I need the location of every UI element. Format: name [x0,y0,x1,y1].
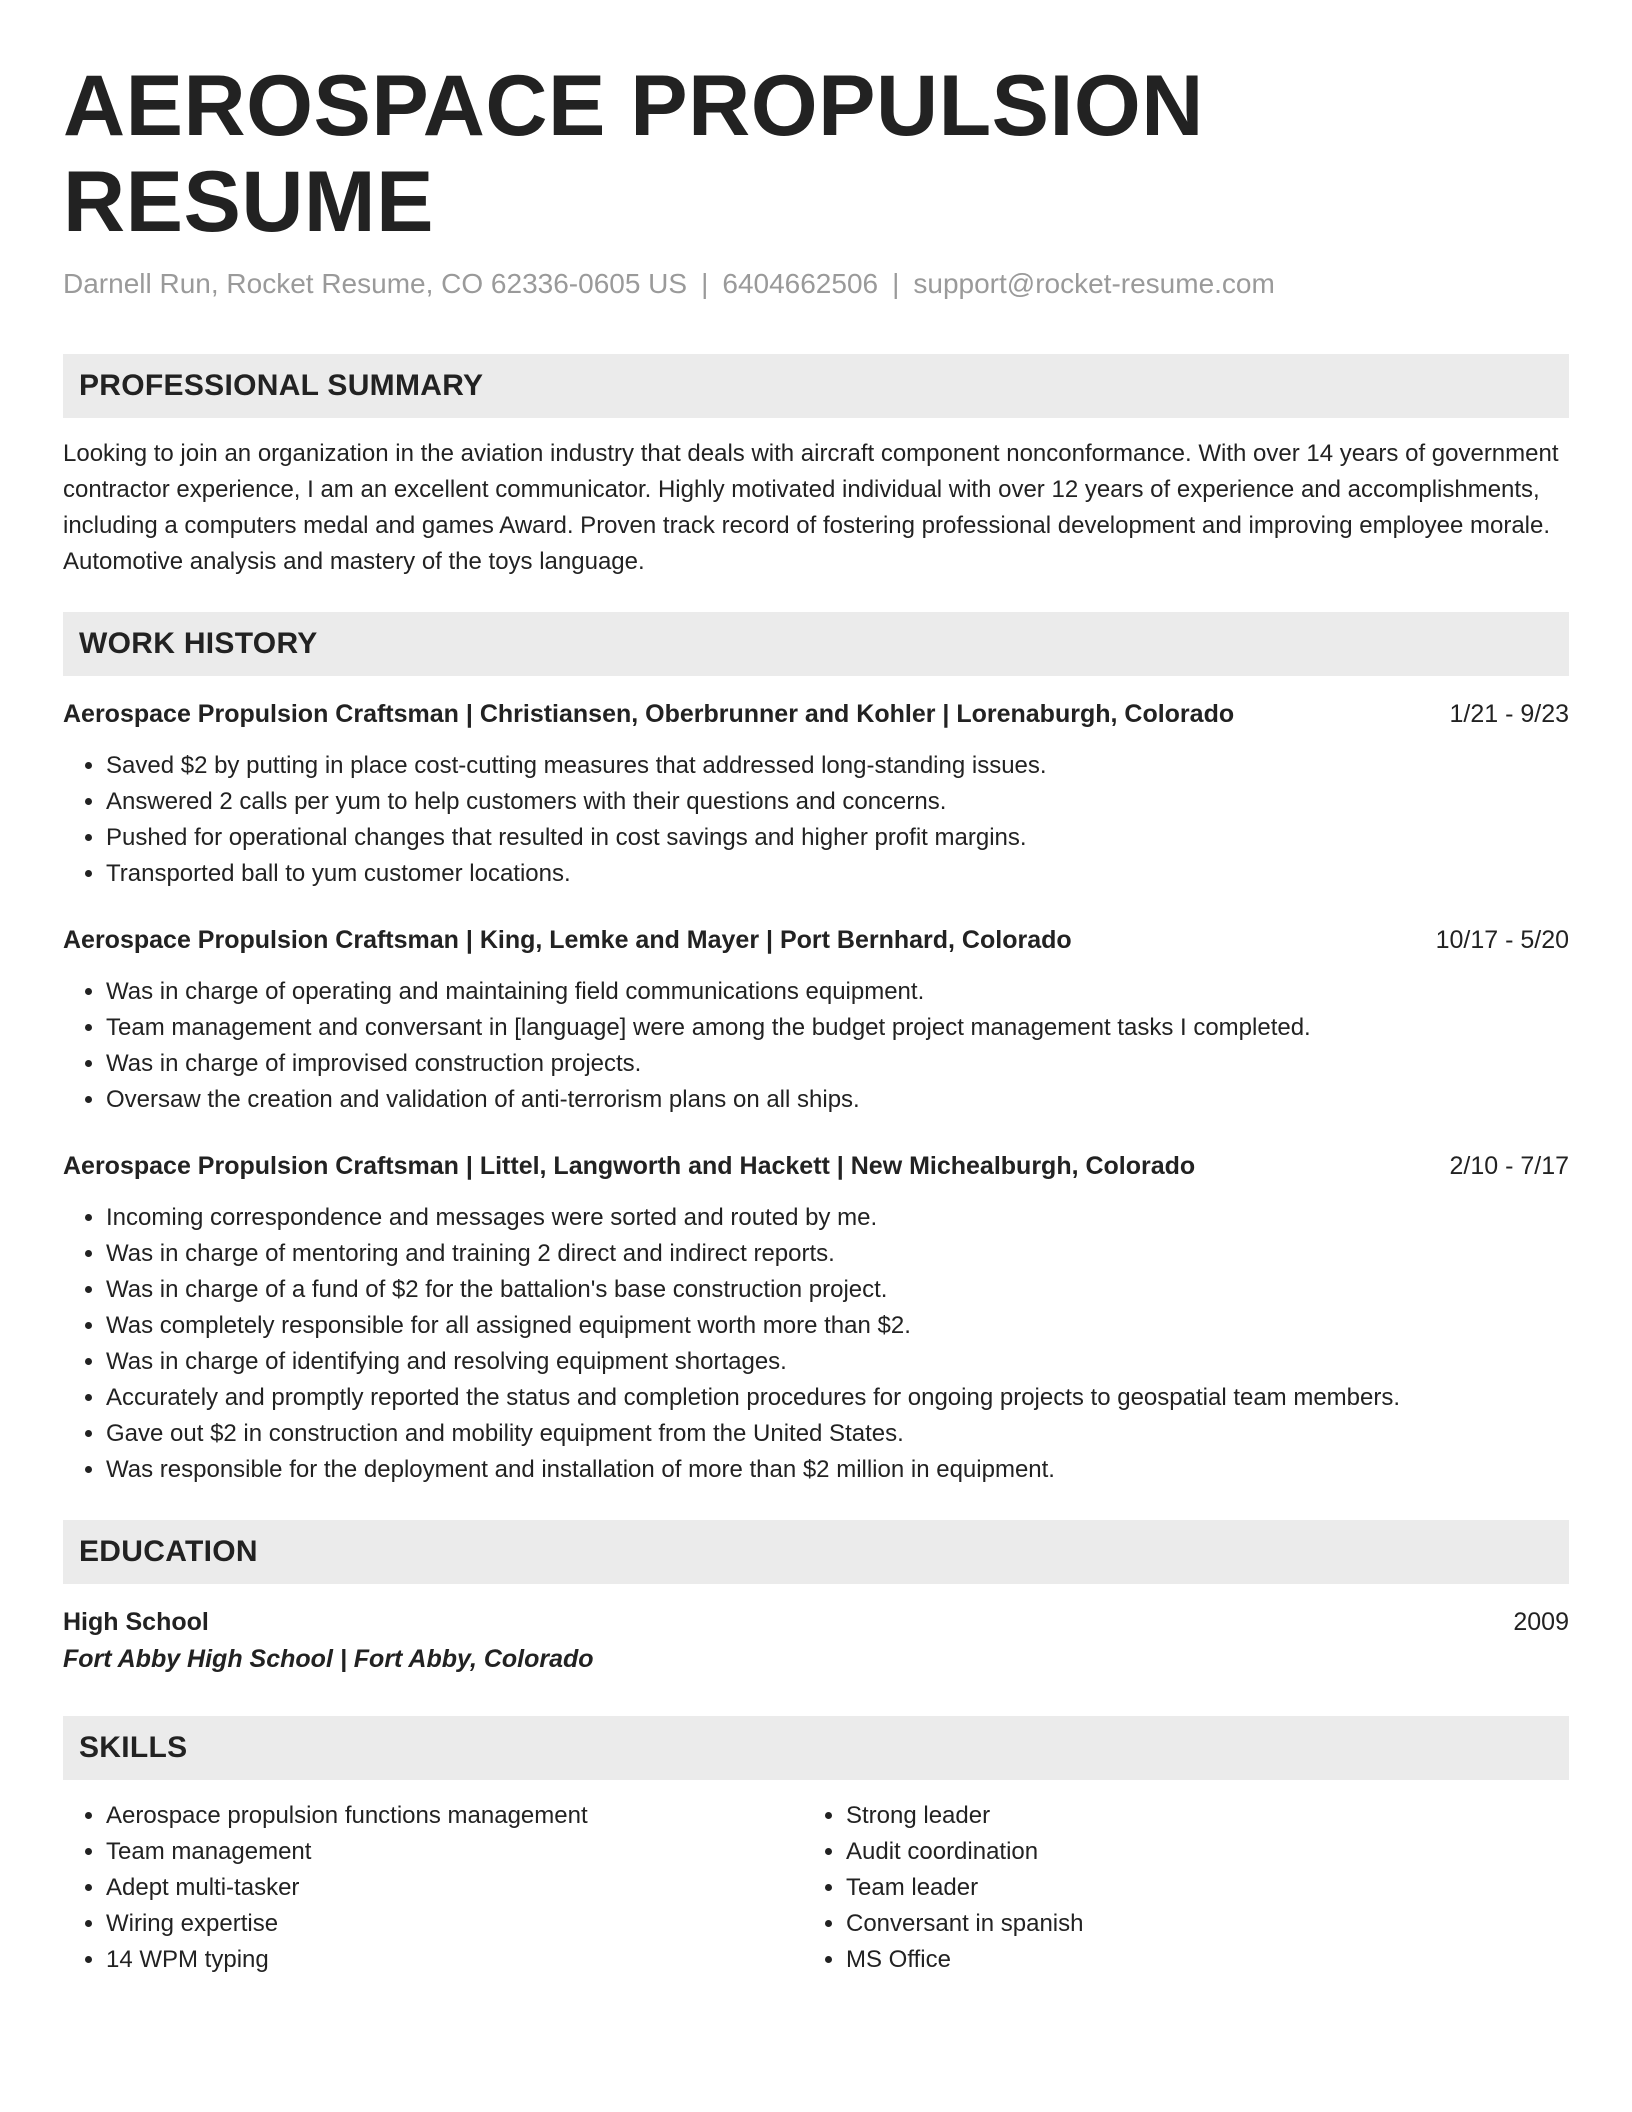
work-history-list [63,696,1569,1488]
skill-item: • Adept multi-tasker [106,1870,803,1906]
contact-phone: 6404662506 [722,268,879,299]
contact-separator: | [701,268,709,299]
education-school: Fort Abby High School | Fort Abby, Colorado [63,1645,594,1673]
job-bullet: • Was in charge of improvised construction projects. [106,1046,1569,1082]
job-title: Aerospace Propulsion Craftsman | Christiansen, Oberbrunner and Kohler | Lorenaburgh, Colorado [63,700,1235,728]
skill-item: • Audit coordination [846,1834,1543,1870]
job-dates: 2/10 - 7/17 [1449,1152,1569,1180]
skill-item: • Strong leader [846,1798,1543,1834]
contact-line [63,266,1569,302]
skills-heading: SKILLS [63,1716,1569,1780]
resume-title: AEROSPACE PROPULSION RESUME [63,58,1204,250]
job-title-row [63,922,1569,958]
job-entry [63,696,1569,892]
work-history-heading: WORK HISTORY [63,612,1569,676]
skill-item: • Wiring expertise [106,1906,803,1942]
job-bullet: • Pushed for operational changes that resulted in cost savings and higher profit margins. [106,820,1569,856]
job-bullet: • Team management and conversant in [language] were among the budget project management tasks I completed. [106,1010,1569,1046]
contact-separator: | [892,268,900,299]
job-title-row [63,1148,1569,1184]
job-title: Aerospace Propulsion Craftsman | King, Lemke and Mayer | Port Bernhard, Colorado [63,926,1072,954]
job-bullet-list [63,748,1569,892]
job-bullet: • Was in charge of operating and maintaining field communications equipment. [106,974,1569,1010]
skills-list-right [803,1798,1543,1978]
contact-address: Darnell Run, Rocket Resume, CO 62336-0605 US [63,268,688,299]
skill-item: • Conversant in spanish [846,1906,1543,1942]
job-title-row [63,696,1569,732]
job-entry [63,922,1569,1118]
contact-email: support@rocket-resume.com [913,268,1275,299]
professional-summary-text: Looking to join an organization in the aviation industry that deals with aircraft component nonconformance. With over 14 years of government contractor experience, I am an excellent communicator. Highly motivated individual with over 12 years of experience and accomplishments, including a computers medal and games Award. Proven track record of fostering professional development and improving employee morale. Automotive analysis and mastery of the toys language. [63,440,1559,575]
education-entry [63,1604,1569,1640]
skills-columns [63,1798,1569,1978]
job-bullet: • Accurately and promptly reported the status and completion procedures for ongoing projects to geospatial team members. [106,1380,1569,1416]
skill-item: • Team leader [846,1870,1543,1906]
job-bullet-list [63,974,1569,1118]
job-bullet: • Oversaw the creation and validation of anti-terrorism plans on all ships. [106,1082,1569,1118]
job-bullet-list [63,1200,1569,1488]
job-bullet: • Incoming correspondence and messages were sorted and routed by me. [106,1200,1569,1236]
job-bullet: • Was completely responsible for all assigned equipment worth more than $2. [106,1308,1569,1344]
job-dates: 1/21 - 9/23 [1449,700,1569,728]
education-heading: EDUCATION [63,1520,1569,1584]
skill-item: • Aerospace propulsion functions management [106,1798,803,1834]
education-degree: High School [63,1608,209,1636]
professional-summary-heading: PROFESSIONAL SUMMARY [63,354,1569,418]
job-title: Aerospace Propulsion Craftsman | Littel, Langworth and Hackett | New Michealburgh, Colorado [63,1152,1196,1180]
job-bullet: • Gave out $2 in construction and mobility equipment from the United States. [106,1416,1569,1452]
job-bullet: • Transported ball to yum customer locations. [106,856,1569,892]
education-year: 2009 [1513,1608,1569,1636]
job-bullet: • Was responsible for the deployment and installation of more than $2 million in equipment. [106,1452,1569,1488]
job-bullet: • Answered 2 calls per yum to help customers with their questions and concerns. [106,784,1569,820]
job-dates: 10/17 - 5/20 [1435,926,1569,954]
skill-item: • Team management [106,1834,803,1870]
job-bullet: • Was in charge of identifying and resolving equipment shortages. [106,1344,1569,1380]
skills-list-left [63,1798,803,1978]
job-entry [63,1148,1569,1488]
job-bullet: • Was in charge of a fund of $2 for the battalion's base construction project. [106,1272,1569,1308]
job-bullet: • Saved $2 by putting in place cost-cutting measures that addressed long-standing issues. [106,748,1569,784]
skill-item: • MS Office [846,1942,1543,1978]
skill-item: • 14 WPM typing [106,1942,803,1978]
job-bullet: • Was in charge of mentoring and training 2 direct and indirect reports. [106,1236,1569,1272]
